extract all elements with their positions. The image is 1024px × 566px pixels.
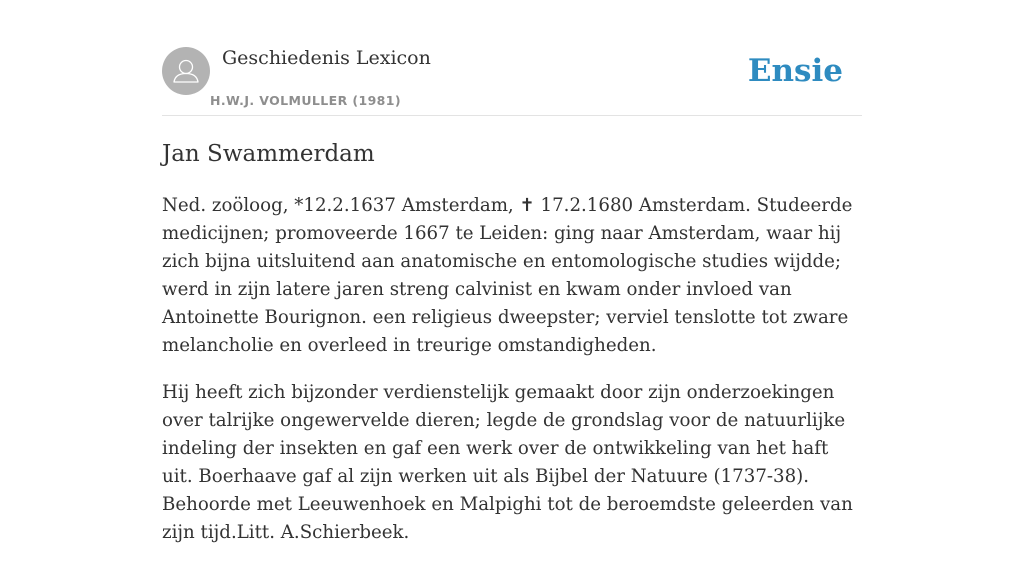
ensie-logo[interactable]: Ensie	[747, 53, 843, 89]
article-title: Jan Swammerdam	[162, 141, 375, 167]
author-link[interactable]: H.W.J. VOLMULLER (1981)	[210, 93, 401, 108]
article-paragraph: Hij heeft zich bijzonder verdienstelijk gemaakt door zijn onderzoekingen over talrijke ongewervelde dieren; legde de grondslag voor de natuurlijke indeling der insekten en gaf een werk over de ontwikkeling van het haft uit. Boerhaave gaf al zijn werken uit als Bijbel der Natuure (1737-38). Behoorde met Leeuwenhoek en Malpighi tot de beroemdste geleerden van zijn tijd.Litt. A.Schierbeek.	[162, 382, 853, 543]
lexicon-title-link[interactable]: Geschiedenis Lexicon	[222, 47, 431, 69]
lexicon-header	[162, 46, 862, 116]
header-divider	[162, 115, 862, 116]
user-icon[interactable]	[162, 47, 210, 95]
article-paragraph: Ned. zoöloog, *12.2.1637 Amsterdam, ✝ 17.2.1680 Amsterdam. Studeerde medicijnen; promoveerde 1667 te Leiden: ging naar Amsterdam, waar hij zich bijna uitsluitend aan anatomische en entomologische studies wijdde; werd in zijn latere jaren streng calvinist en kwam onder invloed van Antoinette Bourignon. een religieus dweepster; verviel tenslotte tot zware melancholie en overleed in treurige omstandigheden.	[162, 195, 853, 356]
article-body	[162, 192, 862, 566]
user-icon-graphic	[162, 47, 210, 95]
